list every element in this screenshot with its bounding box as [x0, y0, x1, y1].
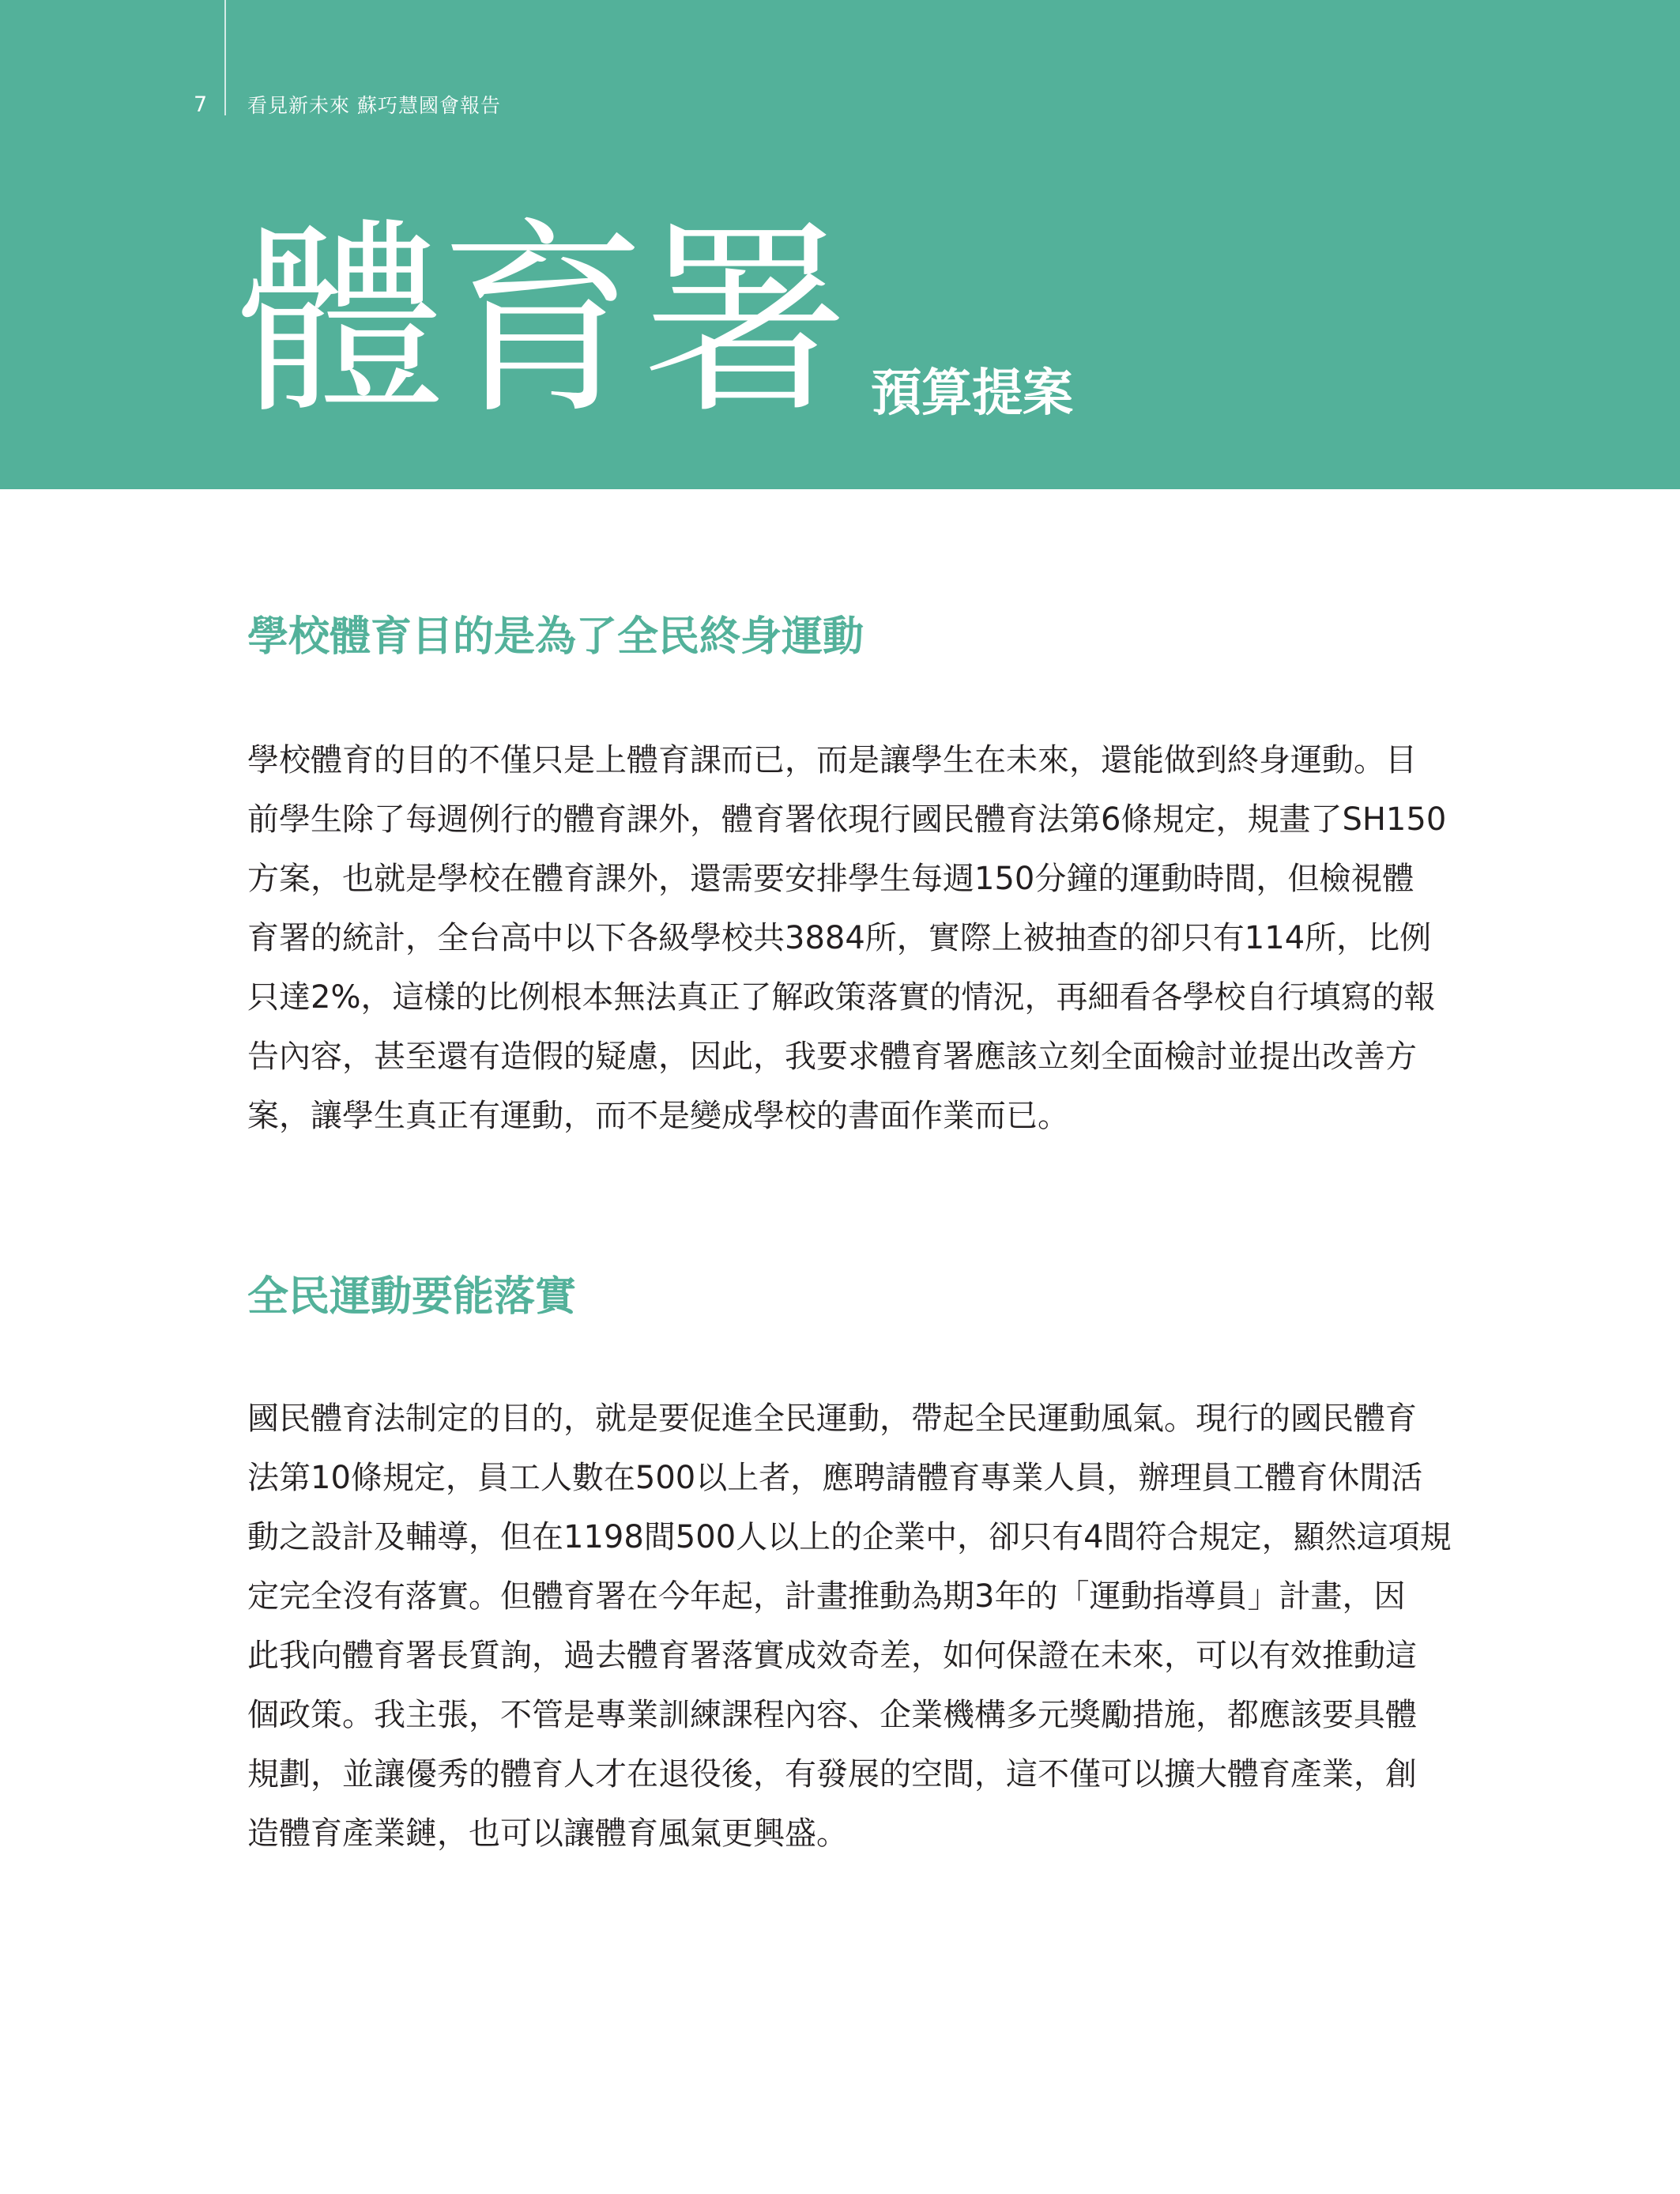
page-subtitle: 預算提案	[871, 364, 1073, 423]
section-body-public-sports	[247, 1389, 1488, 1864]
body-line: 前學生除了每週例行的體育課外，體育署依現行國民體育法第6條規定，規畫了SH150	[247, 801, 1447, 838]
body-line: 告內容，甚至還有造假的疑慮，因此，我要求體育署應該立刻全面檢討並提出改善方	[247, 1039, 1417, 1075]
body-line: 案，讓學生真正有運動，而不是變成學校的書面作業而已。	[247, 1098, 1069, 1134]
section-body-school-sports	[247, 731, 1488, 1146]
body-line: 動之設計及輔導，但在1198間500人以上的企業中，卻只有4間符合規定，顯然這項規	[247, 1519, 1452, 1555]
body-line: 規劃，並讓優秀的體育人才在退役後，有發展的空間，這不僅可以擴大體育產業，創	[247, 1756, 1417, 1793]
body-line: 學校體育的目的不僅只是上體育課而已，而是讓學生在未來，還能做到終身運動。目	[247, 742, 1417, 778]
page-title: 體育署	[237, 201, 844, 442]
header-divider-line	[224, 0, 226, 115]
running-title: 看見新未來 蘇巧慧國會報告	[247, 94, 501, 117]
page-number: 7	[194, 92, 208, 117]
section-heading-public-sports: 全民運動要能落實	[247, 1273, 577, 1321]
body-line: 造體育產業鏈，也可以讓體育風氣更興盛。	[247, 1815, 848, 1852]
body-line: 法第10條規定，員工人數在500以上者，應聘請體育專業人員，辦理員工體育休閒活	[247, 1460, 1423, 1496]
body-line: 此我向體育署長質詢，過去體育署落實成效奇差，如何保證在未來，可以有效推動這	[247, 1638, 1417, 1674]
body-line: 國民體育法制定的目的，就是要促進全民運動，帶起全民運動風氣。現行的國民體育	[247, 1400, 1417, 1437]
body-line: 個政策。我主張，不管是專業訓練課程內容、企業機構多元獎勵措施，都應該要具體	[247, 1697, 1417, 1733]
body-line: 只達2%，這樣的比例根本無法真正了解政策落實的情況，再細看各學校自行填寫的報	[247, 979, 1436, 1016]
body-line: 育署的統計，全台高中以下各級學校共3884所，實際上被抽查的卻只有114所，比例	[247, 920, 1432, 956]
body-line: 方案，也就是學校在體育課外，還需要安排學生每週150分鐘的運動時間，但檢視體	[247, 861, 1414, 897]
section-heading-school-sports: 學校體育目的是為了全民終身運動	[247, 613, 864, 661]
body-line: 定完全沒有落實。但體育署在今年起，計畫推動為期3年的「運動指導員」計畫，因	[247, 1578, 1406, 1615]
